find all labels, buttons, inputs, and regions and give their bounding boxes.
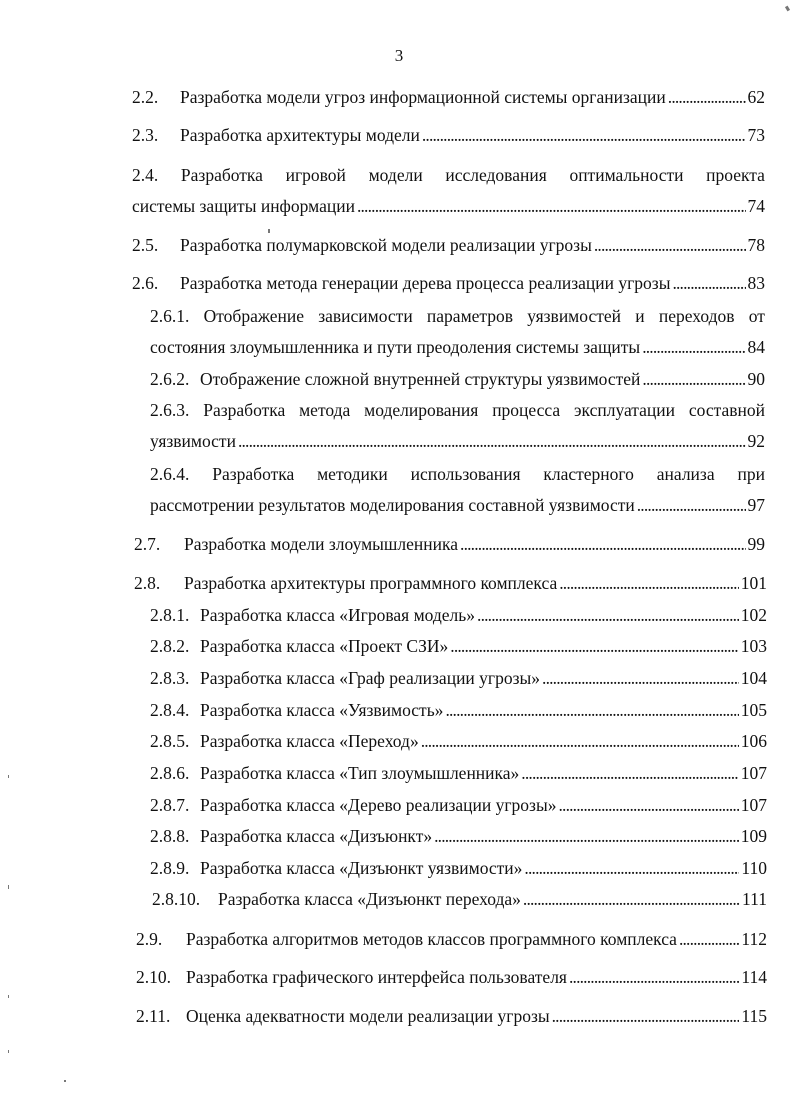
toc-entry-2-2[interactable] — [132, 86, 765, 108]
toc-entry-page: 99 — [747, 534, 765, 554]
dot-leader — [450, 635, 738, 657]
toc-entry-title: системы защиты информации — [132, 196, 355, 216]
dot-leader — [460, 533, 745, 555]
toc-entry-2-6-4-line2[interactable] — [150, 494, 765, 516]
toc-entry-title-word: и — [635, 306, 645, 326]
dot-leader — [445, 699, 738, 721]
toc-entry-title: Оценка адекватности модели реализации угрозы — [186, 1006, 550, 1026]
toc-entry-number: 2.10. — [136, 967, 171, 987]
toc-entry-page: 112 — [741, 929, 767, 949]
toc-entry-page: 107 — [740, 795, 767, 815]
toc-entry-2-8-9[interactable] — [150, 857, 767, 879]
toc-entry-2-6[interactable] — [132, 272, 765, 294]
toc-entry-2-8-2[interactable] — [150, 635, 767, 657]
dot-leader — [542, 667, 739, 689]
toc-entry-2-8-7[interactable] — [150, 794, 767, 816]
toc-entry-page: 106 — [740, 731, 767, 751]
toc-entry-page: 74 — [747, 196, 765, 216]
toc-entry-title: Разработка графического интерфейса пользователя — [186, 967, 567, 987]
scan-speck — [64, 1080, 66, 1082]
toc-entry-title-word: Разработка — [212, 464, 295, 484]
toc-entry-title-word: параметров — [426, 306, 514, 326]
toc-entry-page: 90 — [747, 369, 765, 389]
scan-speck — [8, 1050, 9, 1053]
toc-entry-2-6-2[interactable] — [150, 368, 765, 390]
toc-entry-2-8-1[interactable] — [150, 604, 767, 626]
toc-entry-title-word: Разработка — [203, 400, 286, 420]
toc-entry-2-8-6[interactable] — [150, 762, 767, 784]
dot-leader — [552, 1005, 740, 1027]
toc-entry-title: состояния злоумышленника и пути преодоления системы защиты — [150, 337, 641, 357]
toc-entry-title-word: от — [748, 306, 765, 326]
toc-entry-title: Разработка класса «Уязвимость» — [200, 700, 444, 720]
toc-entry-number: 2.8.4. — [150, 700, 190, 720]
toc-entry-number: 2.4. — [132, 165, 159, 185]
dot-leader — [523, 888, 740, 910]
dot-leader — [477, 604, 739, 626]
scan-speck — [785, 6, 790, 12]
toc-entry-title: Разработка модели угроз информационной системы организации — [180, 87, 666, 107]
toc-entry-number: 2.8.5. — [150, 731, 190, 751]
toc-entry-page: 110 — [741, 858, 767, 878]
toc-entry-2-11[interactable] — [136, 1005, 767, 1027]
toc-entry-title-word: Разработка — [180, 165, 263, 185]
toc-entry-title: Разработка класса «Переход» — [200, 731, 419, 751]
toc-entry-title-word: составной — [688, 400, 765, 420]
dot-leader — [524, 857, 739, 879]
toc-entry-number: 2.11. — [136, 1006, 171, 1026]
toc-entry-page: 114 — [741, 967, 767, 987]
toc-entry-number: 2.8.9. — [150, 858, 190, 878]
toc-entry-page: 104 — [740, 668, 767, 688]
toc-entry-page: 103 — [740, 636, 767, 656]
toc-entry-page: 62 — [747, 87, 765, 107]
dot-leader — [642, 336, 745, 358]
toc-entry-title-word: переходов — [658, 306, 735, 326]
dot-leader — [521, 762, 738, 784]
toc-entry-title: Разработка архитектуры программного комплекса — [184, 573, 558, 593]
toc-entry-2-5[interactable] — [132, 234, 765, 256]
toc-entry-title-word: Отображение — [203, 306, 304, 326]
toc-entry-number: 2.2. — [132, 87, 159, 107]
toc-entry-page: 107 — [740, 763, 767, 783]
toc-entry-2-8-5[interactable] — [150, 730, 767, 752]
toc-entry-page: 73 — [747, 125, 765, 145]
toc-entry-title: Разработка класса «Игровая модель» — [200, 605, 476, 625]
toc-entry-page: 102 — [740, 605, 767, 625]
toc-entry-2-10[interactable] — [136, 966, 767, 988]
toc-entry-2-4-line1[interactable] — [132, 164, 765, 186]
dot-leader — [357, 195, 746, 217]
toc-entry-number: 2.6.3. — [150, 400, 190, 420]
toc-entry-title-word: при — [737, 464, 765, 484]
toc-entry-title: Разработка класса «Проект СЗИ» — [200, 636, 449, 656]
page-number: 3 — [394, 46, 404, 65]
dot-leader — [569, 966, 739, 988]
toc-entry-number: 2.5. — [132, 235, 159, 255]
dot-leader — [434, 825, 739, 847]
toc-entry-title: Разработка класса «Дизъюнкт перехода» — [218, 889, 521, 909]
toc-entry-number: 2.8.8. — [150, 826, 190, 846]
toc-entry-2-6-1-line1[interactable] — [150, 305, 765, 327]
dot-leader — [594, 234, 746, 256]
toc-entry-title-word: процесса — [492, 400, 561, 420]
dot-leader — [559, 572, 739, 594]
toc-entry-page: 78 — [747, 235, 765, 255]
toc-entry-title-word: анализа — [656, 464, 715, 484]
toc-entry-page: 111 — [742, 889, 767, 909]
scan-speck — [8, 995, 9, 998]
toc-entry-number: 2.9. — [136, 929, 163, 949]
toc-entry-2-4-line2[interactable] — [132, 195, 765, 217]
toc-entry-title-word: уязвимостей — [527, 306, 621, 326]
toc-entry-title: Разработка алгоритмов методов классов программного комплекса — [186, 929, 677, 949]
toc-entry-title: Разработка класса «Дерево реализации угрозы» — [200, 795, 557, 815]
toc-entry-page: 115 — [741, 1006, 767, 1026]
dot-leader — [238, 430, 746, 452]
toc-entry-title-word: методики — [317, 464, 388, 484]
toc-entry-number: 2.8.1. — [150, 605, 190, 625]
toc-entry-number: 2.8. — [134, 573, 161, 593]
toc-entry-title: Разработка класса «Дизъюнкт» — [200, 826, 433, 846]
toc-entry-2-6-3-line2[interactable] — [150, 430, 765, 452]
toc-entry-number: 2.8.2. — [150, 636, 190, 656]
toc-entry-page: 92 — [747, 431, 765, 451]
toc-entry-number: 2.6.1. — [150, 306, 190, 326]
toc-entry-2-8-3[interactable] — [150, 667, 767, 689]
toc-entry-2-6-3-line1[interactable] — [150, 399, 765, 421]
toc-entry-2-8-10[interactable] — [152, 888, 767, 910]
toc-entry-2-8-4[interactable] — [150, 699, 767, 721]
toc-entry-number: 2.3. — [132, 125, 159, 145]
toc-entry-number: 2.6. — [132, 273, 159, 293]
dot-leader — [668, 86, 746, 108]
scan-speck — [268, 229, 270, 233]
dot-leader — [642, 368, 745, 390]
toc-entry-title: Разработка архитектуры модели — [180, 125, 420, 145]
toc-entry-title-word: кластерного — [543, 464, 634, 484]
toc-entry-number: 2.6.2. — [150, 369, 190, 389]
toc-entry-number: 2.7. — [134, 534, 161, 554]
toc-entry-page: 84 — [747, 337, 765, 357]
toc-entry-title-word: проекта — [706, 165, 765, 185]
toc-entry-title: Разработка модели злоумышленника — [184, 534, 459, 554]
dot-leader — [679, 928, 739, 950]
toc-entry-title: рассмотрении результатов моделирования составной уязвимости — [150, 495, 635, 515]
toc-entry-title: Разработка метода генерации дерева процесса реализации угрозы — [180, 273, 671, 293]
toc-entry-number: 2.8.3. — [150, 668, 190, 688]
dot-leader — [422, 124, 746, 146]
toc-entry-title: Разработка класса «Тип злоумышленника» — [200, 763, 520, 783]
dot-leader — [637, 494, 746, 516]
toc-entry-title-word: использования — [410, 464, 521, 484]
toc-entry-title-word: зависимости — [318, 306, 413, 326]
dot-leader — [421, 730, 739, 752]
toc-entry-title-word: игровой — [285, 165, 346, 185]
toc-entry-2-6-1-line2[interactable] — [150, 336, 765, 358]
toc-entry-title-word: модели — [368, 165, 423, 185]
toc-entry-2-3[interactable] — [132, 124, 765, 146]
scan-speck — [8, 885, 9, 889]
toc-entry-number: 2.6.4. — [150, 464, 190, 484]
dot-leader — [672, 272, 745, 294]
toc-entry-title-word: метода — [299, 400, 351, 420]
toc-entry-page: 109 — [740, 826, 767, 846]
toc-entry-title: Разработка класса «Дизъюнкт уязвимости» — [200, 858, 523, 878]
toc-entry-2-8[interactable] — [134, 572, 767, 594]
toc-entry-title: Отображение сложной внутренней структуры уязвимостей — [200, 369, 641, 389]
toc-entry-title: Разработка полумарковской модели реализации угрозы — [180, 235, 592, 255]
toc-entry-2-6-4-line1[interactable] — [150, 463, 765, 485]
toc-entry-page: 97 — [747, 495, 765, 515]
toc-entry-number: 2.8.7. — [150, 795, 190, 815]
toc-entry-title-word: моделирования — [364, 400, 479, 420]
toc-entry-title-word: оптимальности — [569, 165, 684, 185]
toc-entry-2-8-8[interactable] — [150, 825, 767, 847]
toc-entry-page: 83 — [747, 273, 765, 293]
toc-entry-2-9[interactable] — [136, 928, 767, 950]
dot-leader — [558, 794, 738, 816]
toc-entry-number: 2.8.10. — [152, 889, 201, 909]
toc-entry-number: 2.8.6. — [150, 763, 190, 783]
toc-entry-2-7[interactable] — [134, 533, 765, 555]
scan-speck — [8, 775, 9, 778]
toc-entry-page: 101 — [740, 573, 767, 593]
toc-entry-title: Разработка класса «Граф реализации угрозы» — [200, 668, 541, 688]
toc-entry-title-word: исследования — [445, 165, 547, 185]
toc-entry-title-word: эксплуатации — [574, 400, 676, 420]
toc-entry-title: уязвимости — [150, 431, 236, 451]
toc-entry-page: 105 — [740, 700, 767, 720]
